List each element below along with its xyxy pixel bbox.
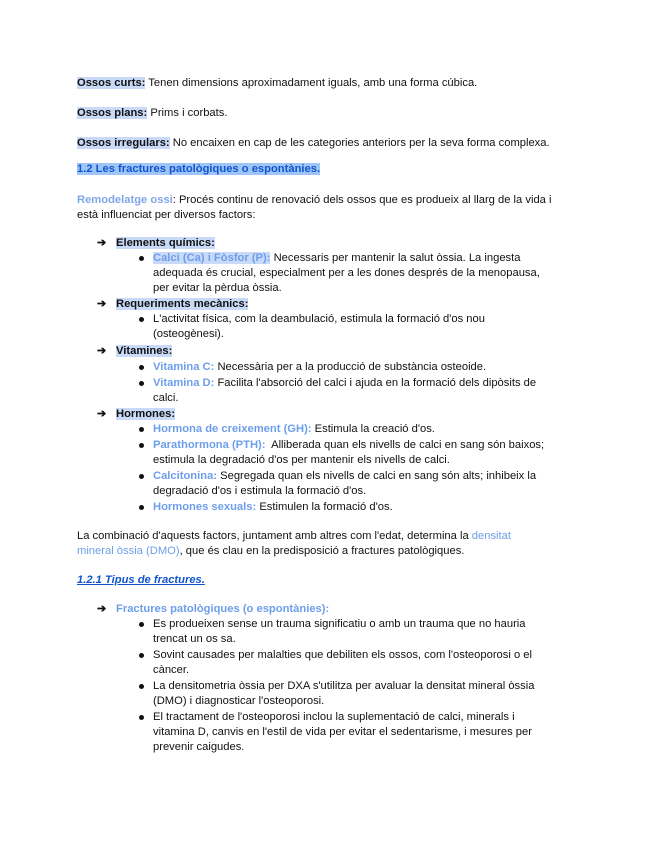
arrow-icon: ➔ — [97, 603, 107, 615]
bullet-icon — [139, 443, 144, 448]
remodel-paragraph-line1: Remodelatge ossi: Procés continu de renovació dels ossos que es produeix al llarg de la vida i — [77, 194, 552, 206]
arrow-icon: ➔ — [97, 345, 107, 357]
parathormona-line2: estimula la degradació d'os per mantenir els nivells de calci. — [153, 454, 450, 466]
fractures-b2-line1: Sovint causades per malalties que debiliten els ossos, com l'osteoporosi o el — [153, 649, 532, 661]
fractures-b2-line2: càncer. — [153, 664, 190, 676]
factor-requeriments-mecanics: Requeriments mecànics: — [116, 298, 249, 310]
bullet-icon — [139, 365, 144, 370]
hormona-creixement: Hormona de creixement (GH): Estimula la creació d'os. — [153, 423, 435, 435]
remodel-paragraph-line2: està influenciat per diversos factors: — [77, 209, 256, 221]
mecanics-line2: (osteogènesi). — [153, 328, 224, 340]
parathormona-line1: Parathormona (PTH): Alliberada quan els nivells de calci en sang són baixos; — [153, 439, 545, 451]
vitamina-c: Vitamina C: Necessària per a la producció de substància osteoide. — [153, 361, 487, 373]
bullet-icon — [139, 715, 144, 720]
conclusion-line1: La combinació d'aquests factors, juntament amb altres com l'edat, determina la densitat — [77, 530, 511, 542]
fractures-b4-line2: vitamina D, canvis en l'estil de vida per evitar el sedentarisme, i mesures per — [153, 726, 532, 738]
arrow-icon: ➔ — [97, 237, 107, 249]
bullet-icon — [139, 653, 144, 658]
bullet-icon — [139, 684, 144, 689]
fractures-patologiques-title: Fractures patològiques (o espontànies): — [116, 603, 330, 615]
fractures-b4-line3: prevenir caigudes. — [153, 741, 245, 753]
def-ossos-curts: Ossos curts: Tenen dimensions aproximadament iguals, amb una forma cúbica. — [77, 77, 478, 89]
section-title: 1.2 Les fractures patològiques o espontànies. — [77, 163, 321, 175]
hormones-sexuals: Hormones sexuals: Estimulen la formació d'os. — [153, 501, 393, 513]
subsection-title: 1.2.1 Tipus de fractures. — [77, 574, 205, 586]
vitamina-d-line2: calci. — [153, 392, 179, 404]
calcitonina-line1: Calcitonina: Segregada quan els nivells de calci en sang són alts; inhibeix la — [153, 470, 537, 482]
factor-elements-quimics: Elements químics: — [116, 237, 215, 249]
bullet-icon — [139, 474, 144, 479]
fractures-b1-line1: Es produeixen sense un trauma significatiu o amb un trauma que no hauria — [153, 618, 526, 630]
bullet-icon — [139, 256, 144, 261]
conclusion-line2: mineral òssia (DMO), que és clau en la predisposició a fractures patològiques. — [77, 545, 465, 557]
bullet-icon — [139, 381, 144, 386]
fractures-b4-line1: El tractament de l'osteoporosi inclou la suplementació de calci, minerals i — [153, 711, 515, 723]
fractures-b1-line2: trencat un os sa. — [153, 633, 236, 645]
bullet-icon — [139, 505, 144, 510]
calci-fosfor-line3: per evitar la pèrdua òssia. — [153, 282, 282, 294]
fractures-b3-line2: (DMO) i diagnosticar l'osteoporosi. — [153, 695, 325, 707]
factor-vitamines: Vitamines: — [116, 345, 173, 357]
def-ossos-irregulars: Ossos irregulars: No encaixen en cap de les categories anteriors per la seva forma complexa. — [77, 137, 550, 149]
bullet-icon — [139, 317, 144, 322]
calci-fosfor-line1: Calci (Ca) i Fòsfor (P): Necessaris per mantenir la salut òssia. La ingesta — [153, 252, 521, 264]
fractures-b3-line1: La densitometria òssia per DXA s'utilitza per avaluar la densitat mineral òssia — [153, 680, 535, 692]
bullet-icon — [139, 427, 144, 432]
bullet-icon — [139, 622, 144, 627]
factor-hormones: Hormones: — [116, 408, 176, 420]
vitamina-d-line1: Vitamina D: Facilita l'absorció del calci i ajuda en la formació dels dipòsits de — [153, 377, 537, 389]
calcitonina-line2: degradació d'os i estimula la formació d'os. — [153, 485, 367, 497]
calci-fosfor-line2: adequada és crucial, especialment per a les dones després de la menopausa, — [153, 267, 540, 279]
def-ossos-plans: Ossos plans: Prims i corbats. — [77, 107, 228, 119]
arrow-icon: ➔ — [97, 298, 107, 310]
mecanics-line1: L'activitat física, com la deambulació, estimula la formació d'os nou — [153, 313, 485, 325]
arrow-icon: ➔ — [97, 408, 107, 420]
